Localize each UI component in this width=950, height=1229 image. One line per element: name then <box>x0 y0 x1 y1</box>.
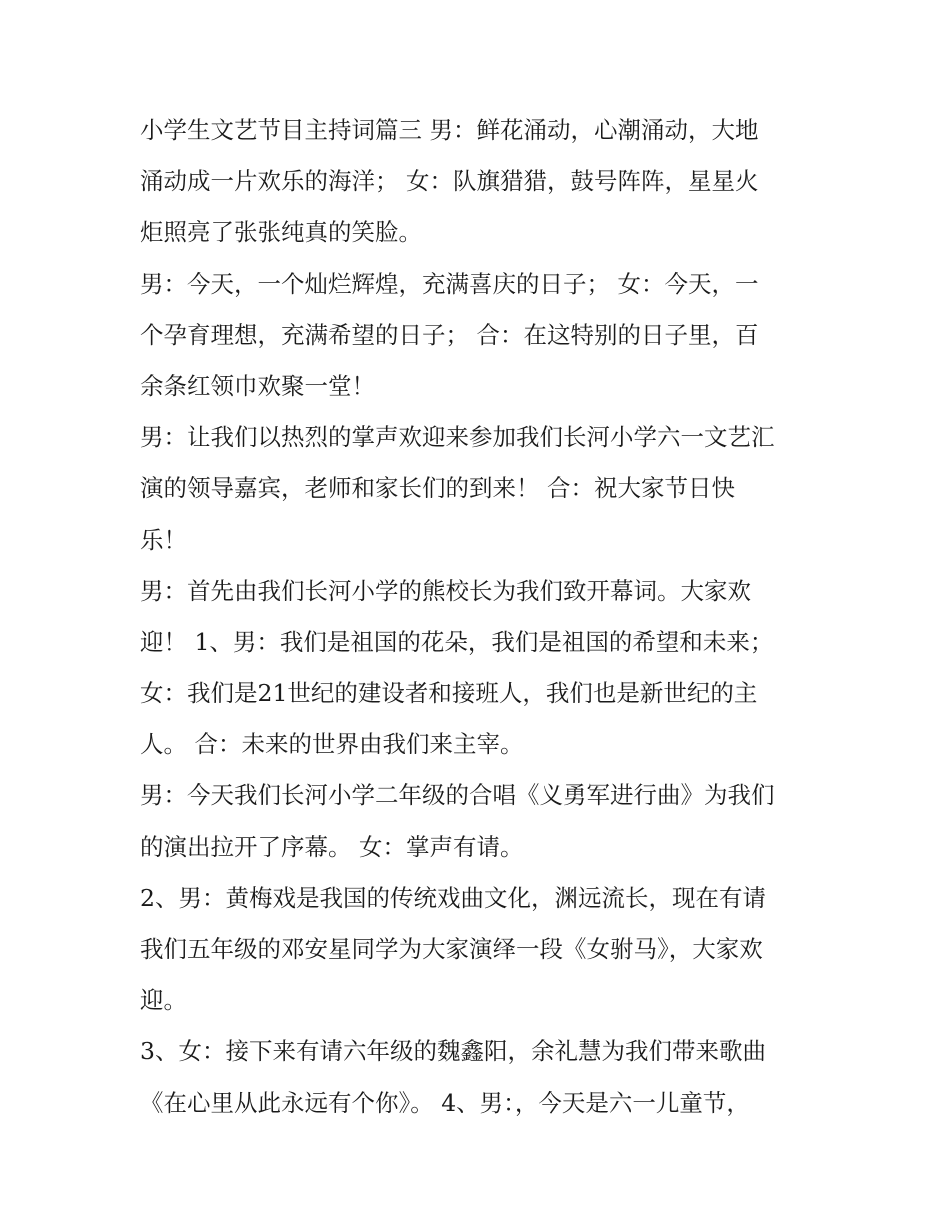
text-line: 的演出拉开了序幕。 女：掌声有请。 <box>140 832 524 861</box>
text-line: 2、男：黄梅戏是我国的传统戏曲文化，渊远流长，现在有请 <box>140 883 766 912</box>
text-line: 男：让我们以热烈的掌声欢迎来参加我们长河小学六一文艺汇 <box>140 423 775 452</box>
text-line: 迎。 <box>140 986 187 1015</box>
text-line: 小学生文艺节目主持词篇三 男：鲜花涌动，心潮涌动，大地 <box>140 116 759 144</box>
text-line: 余条红领巾欢聚一堂！ <box>140 371 375 400</box>
text-line: 个孕育理想，充满希望的日子； 合：在这特别的日子里，百 <box>140 320 759 349</box>
text-line: 女：我们是21世纪的建设者和接班人，我们也是新世纪的主 <box>140 679 758 708</box>
text-line: 男：首先由我们长河小学的熊校长为我们致开幕词。大家欢 <box>140 576 751 605</box>
text-line: 演的领导嘉宾，老师和家长们的到来！ 合：祝大家节日快 <box>140 474 735 503</box>
text-line: 涌动成一片欢乐的海洋； 女：队旗猎猎，鼓号阵阵，星星火 <box>140 167 759 196</box>
text-line: 人。 合：未来的世界由我们来主宰。 <box>140 730 524 759</box>
body-text <box>140 105 830 1129</box>
text-line: 乐！ <box>140 525 187 554</box>
text-line: 男：今天，一个灿烂辉煌，充满喜庆的日子； 女：今天，一 <box>140 269 759 298</box>
text-line: 炬照亮了张张纯真的笑脸。 <box>140 218 422 247</box>
text-line: 男：今天我们长河小学二年级的合唱《义勇军进行曲》为我们 <box>140 781 775 810</box>
text-line: 《在心里从此永远有个你》。 4、男：，今天是六一儿童节， <box>140 1088 750 1117</box>
text-line: 我们五年级的邓安星同学为大家演绎一段《女驸马》，大家欢 <box>140 935 763 963</box>
text-line: 3、女：接下来有请六年级的魏鑫阳，余礼慧为我们带来歌曲 <box>140 1037 766 1066</box>
text-line: 迎！ 1、男：我们是祖国的花朵，我们是祖国的希望和未来； <box>140 627 774 656</box>
